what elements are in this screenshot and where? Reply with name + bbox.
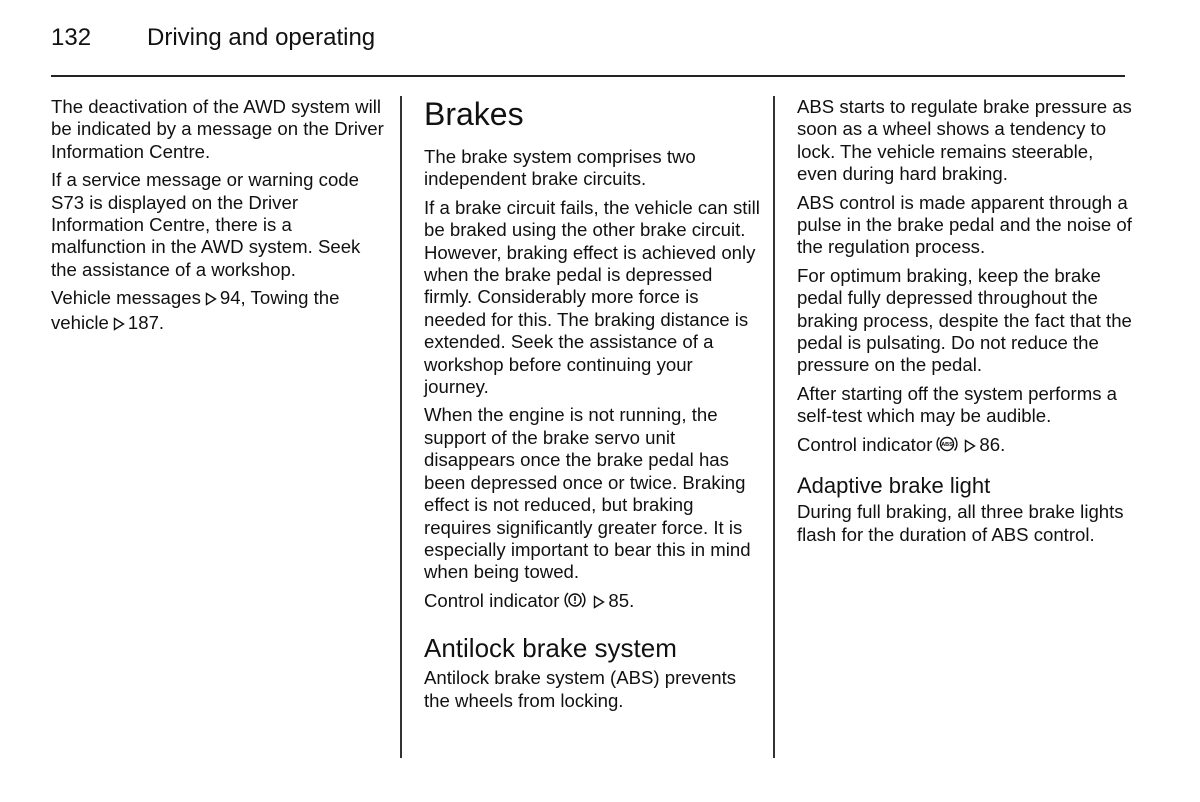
column-divider <box>400 96 402 758</box>
reference-arrow-icon <box>205 289 217 311</box>
paragraph: If a brake circuit fails, the vehicle can still be braked using the other brake circuit. However, braking effect is achieved only when the brake pedal is depressed firmly. Considerably more force is needed for this. The braking distance is extended. Seek the assistance of a workshop before continuing your journey. <box>424 196 760 398</box>
control-indicator-paragraph <box>797 434 1132 459</box>
paragraph: ABS starts to regulate brake pressure as soon as a wheel shows a tendency to lock. The vehicle remains steerable, even during hard braking. <box>797 96 1132 185</box>
paragraph: If a service message or warning code S73 is displayed on the Driver Information Centre, there is a malfunction in the AWD system. Seek the assistance of a workshop. <box>51 169 361 280</box>
reference-text: Control indicator <box>797 433 933 455</box>
paragraph: When the engine is not running, the support of the brake servo unit disappears once the brake pedal has been depressed once or twice. Braking effect is not reduced, but braking requires significantly greater force. It is especially important to bear this in mind when being towed. <box>424 404 751 583</box>
reference-text: 85. <box>608 589 635 611</box>
column-2 <box>424 96 762 718</box>
paragraph: The brake system comprises two independent brake circuits. <box>424 146 696 190</box>
svg-text:ABS: ABS <box>941 441 954 448</box>
paragraph: After starting off the system performs a self-test which may be audible. <box>797 382 1118 427</box>
paragraph: The deactivation of the AWD system will be indicated by a message on the Driver Information Centre. <box>51 96 384 162</box>
paragraph: During full braking, all three brake lights flash for the duration of ABS control. <box>797 501 1124 545</box>
control-indicator-paragraph <box>424 590 762 615</box>
paragraph: ABS control is made apparent through a pulse in the brake pedal and the noise of the regulation process. <box>797 191 1132 258</box>
reference-text: 187. <box>127 311 165 333</box>
page-header <box>51 24 375 58</box>
section-title: Driving and operating <box>147 24 376 51</box>
brake-warning-icon <box>563 590 587 615</box>
reference-arrow-icon <box>964 436 976 458</box>
cross-reference-paragraph <box>51 287 386 336</box>
column-1 <box>51 96 386 342</box>
header-divider <box>51 75 1125 77</box>
reference-arrow-icon <box>593 592 605 614</box>
column-divider <box>773 96 775 758</box>
reference-text: 94, Towing the vehicle <box>51 287 340 333</box>
paragraph: For optimum braking, keep the brake pedal fully depressed throughout the braking process, despite the fact that the pedal is pulsating. Do not reduce the pressure on the pedal. <box>797 264 1132 376</box>
heading-antilock-brake-system: Antilock brake system <box>424 633 677 664</box>
paragraph: Antilock brake system (ABS) prevents the wheels from locking. <box>424 667 737 711</box>
reference-text: 86. <box>979 433 1006 455</box>
reference-text: Vehicle messages <box>51 287 201 309</box>
heading-adaptive-brake-light: Adaptive brake light <box>797 473 991 499</box>
heading-brakes: Brakes <box>424 96 524 132</box>
abs-icon <box>936 434 958 459</box>
column-3 <box>797 96 1132 552</box>
page-number: 132 <box>51 24 92 51</box>
reference-arrow-icon <box>113 314 125 336</box>
reference-text: Control indicator <box>424 589 560 611</box>
